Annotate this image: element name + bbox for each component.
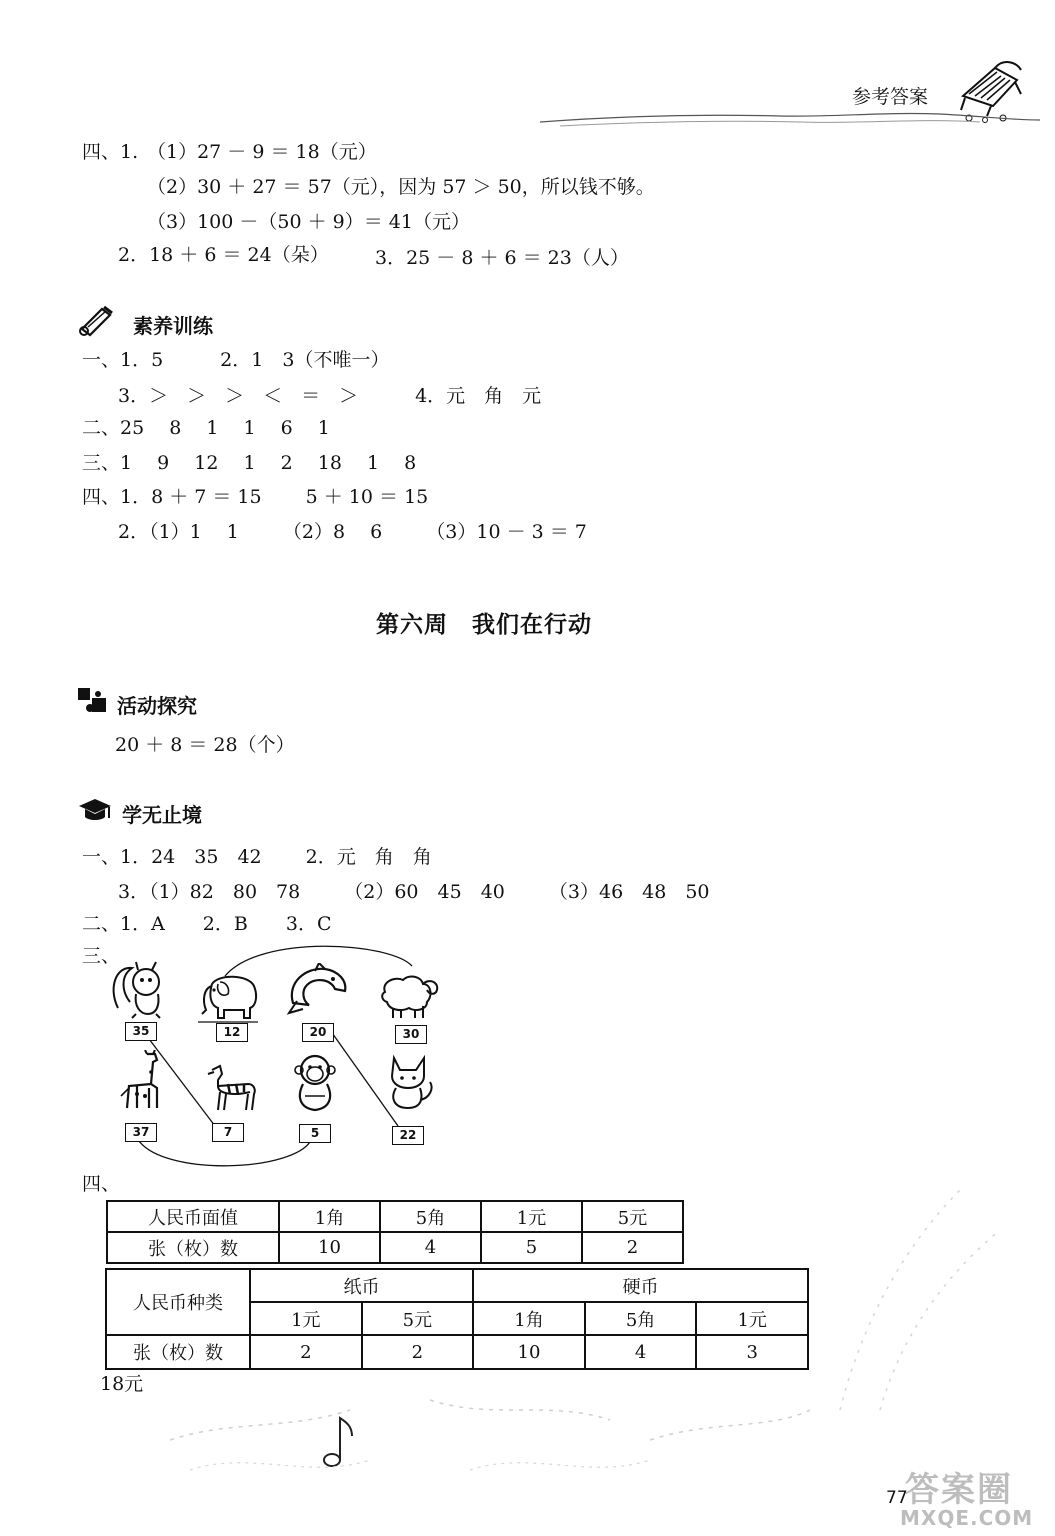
section-title-xuewu: 学无止境 — [122, 803, 202, 827]
suyang-line4: 三、1 9 12 1 2 18 1 8 — [82, 452, 417, 474]
table-group-header: 纸币 — [250, 1269, 473, 1302]
table-group-header: 硬币 — [473, 1269, 808, 1302]
chapter-title: 第六周 我们在行动 — [376, 612, 592, 638]
xuewu-line1: 一、1．24 35 42 2．元 角 角 — [82, 846, 432, 868]
suyang-line5: 四、1．8 ＋ 7 ＝ 15 5 ＋ 10 ＝ 15 — [82, 486, 429, 508]
fox-icon — [380, 1054, 436, 1112]
table-cell: 2 — [250, 1335, 362, 1369]
part4-q1-3: （3）100 －（50 ＋ 9）＝ 41（元） — [147, 211, 470, 233]
header-title: 参考答案 — [852, 86, 929, 108]
faint-decoration — [820, 1170, 1020, 1430]
table-cell: 1角 — [473, 1302, 585, 1335]
number-box: 20 — [302, 1023, 334, 1042]
table-row-header: 人民币面值 — [107, 1201, 279, 1232]
graduation-cap-icon — [77, 796, 113, 824]
table-cell: 5角 — [380, 1201, 481, 1232]
table-row-header: 张（枚）数 — [107, 1232, 279, 1263]
number-box: 35 — [125, 1022, 157, 1041]
number-box: 7 — [212, 1123, 244, 1142]
table-cell: 10 — [279, 1232, 380, 1263]
watermark-logo-url: MXQE.COM — [900, 1506, 1034, 1530]
faint-decoration — [170, 1380, 810, 1500]
table-cell: 1元 — [250, 1302, 362, 1335]
table-row-header: 张（枚）数 — [106, 1335, 250, 1369]
squirrel-icon — [108, 958, 170, 1020]
number-box: 22 — [392, 1126, 424, 1145]
part4-q2: 2．18 ＋ 6 ＝ 24（朵） — [118, 244, 329, 266]
part4-q1-1: （1）27 － 9 ＝ 18（元） — [147, 141, 377, 163]
table-cell: 2 — [362, 1335, 474, 1369]
huodong-answer: 20 ＋ 8 ＝ 28（个） — [115, 734, 295, 756]
suyang-line6: 2．（1）1 1 （2）8 6 （3）10 － 3 ＝ 7 — [118, 521, 587, 543]
monkey-icon — [289, 1052, 341, 1114]
table-cell: 5角 — [585, 1302, 697, 1335]
table-cell: 3 — [696, 1335, 808, 1369]
xuewu-line3: 二、1．A 2．B 3．C — [82, 913, 332, 935]
table-head: 人民币种类 — [106, 1269, 250, 1335]
watermark-logo-cn: 答案圈 — [905, 1470, 1013, 1510]
sheep-icon — [377, 972, 441, 1020]
header-wave-divider — [540, 100, 1040, 132]
table-cell: 4 — [380, 1232, 481, 1263]
part4-q1-2: （2）30 ＋ 27 ＝ 57（元），因为 57 ＞ 50，所以钱不够。 — [147, 176, 655, 198]
suyang-line2: 3．＞ ＞ ＞ ＜ ＝ ＞ 4．元 角 元 — [118, 385, 542, 407]
number-box: 5 — [299, 1124, 331, 1143]
puzzle-icon — [76, 686, 108, 716]
giraffe-icon — [117, 1050, 165, 1114]
page-number: 77 — [886, 1488, 908, 1508]
currency-type-table — [105, 1268, 809, 1370]
section-title-huodong: 活动探究 — [117, 694, 197, 718]
table-cell: 5元 — [582, 1201, 683, 1232]
scroll-icon — [78, 303, 114, 337]
part4-q3: 3．25 － 8 ＋ 6 ＝ 23（人） — [375, 247, 629, 269]
table-cell: 2 — [582, 1232, 683, 1263]
total-amount: 18元 — [100, 1373, 144, 1395]
table-cell: 10 — [473, 1335, 585, 1369]
section-title-suyang: 素养训练 — [133, 314, 213, 338]
number-box: 30 — [395, 1025, 427, 1044]
table-cell: 1元 — [481, 1201, 582, 1232]
xuewu-label4: 四、 — [82, 1173, 121, 1195]
table-cell: 5元 — [362, 1302, 474, 1335]
table-cell: 1角 — [279, 1201, 380, 1232]
xuewu-label3: 三、 — [82, 945, 121, 967]
table-cell: 1元 — [696, 1302, 808, 1335]
suyang-line3: 二、25 8 1 1 6 1 — [82, 417, 330, 439]
dolphin-icon — [285, 963, 351, 1017]
table-cell: 4 — [585, 1335, 697, 1369]
elephant-icon — [198, 970, 262, 1024]
denomination-table — [106, 1200, 684, 1264]
table-cell: 5 — [481, 1232, 582, 1263]
number-box: 12 — [216, 1023, 248, 1042]
zebra-icon — [204, 1062, 260, 1112]
xuewu-line2: 3．（1）82 80 78 （2）60 45 40 （3）46 48 50 — [118, 881, 710, 903]
number-box: 37 — [125, 1123, 157, 1142]
part4-label: 四、1. — [82, 141, 139, 163]
suyang-line1: 一、1．5 2．1 3（不唯一） — [82, 349, 390, 371]
